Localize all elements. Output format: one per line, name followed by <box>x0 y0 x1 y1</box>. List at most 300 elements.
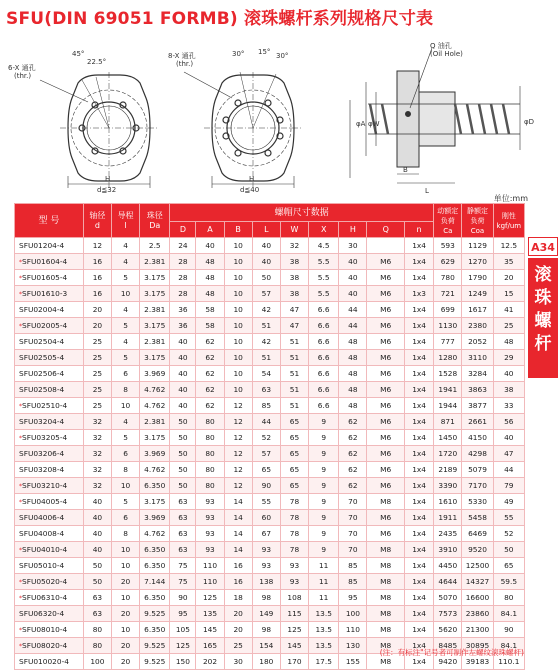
header-H: H <box>339 222 367 238</box>
model-cell <box>15 638 84 654</box>
cell-D: 40 <box>170 334 196 350</box>
cell-l: 20 <box>111 654 139 670</box>
cell-D: 90 <box>170 590 196 606</box>
model-cell <box>15 398 84 414</box>
spec-table <box>14 203 525 670</box>
cell-da: 9.525 <box>140 654 170 670</box>
cell-Q: M8 <box>367 558 405 574</box>
cell-coa: 1129 <box>462 238 493 254</box>
left-h-label: H <box>105 175 111 183</box>
middle-h-label: H <box>249 175 255 183</box>
cell-n: 1x4 <box>404 638 433 654</box>
cell-D: 28 <box>170 286 196 302</box>
cell-k: 52 <box>493 526 524 542</box>
cell-A: 93 <box>196 526 224 542</box>
cell-coa: 4298 <box>462 446 493 462</box>
cell-da: 4.762 <box>140 462 170 478</box>
page-title: SFU(DIN 69051 FORMB) 滚珠螺杆系列规格尺寸表 <box>6 9 434 29</box>
cell-A: 145 <box>196 622 224 638</box>
page-code-tab: A34 <box>528 237 558 256</box>
table-row <box>15 398 525 414</box>
cell-d: 50 <box>83 558 111 574</box>
cell-X: 9 <box>309 414 339 430</box>
cell-n: 1x4 <box>404 366 433 382</box>
cell-W: 78 <box>280 526 308 542</box>
cell-Q: M6 <box>367 254 405 270</box>
cell-L: 40 <box>252 254 280 270</box>
cell-n: 1x4 <box>404 526 433 542</box>
right-l-label: L <box>425 187 429 195</box>
cell-k: 65 <box>493 558 524 574</box>
cell-D: 24 <box>170 238 196 254</box>
cell-A: 48 <box>196 254 224 270</box>
model-name: SFU02504-4 <box>19 337 65 346</box>
cell-Q: M8 <box>367 638 405 654</box>
model-cell <box>15 286 84 302</box>
cell-da: 3.969 <box>140 446 170 462</box>
header-W: W <box>280 222 308 238</box>
cell-k: 55 <box>493 510 524 526</box>
cell-d: 16 <box>83 270 111 286</box>
cell-D: 50 <box>170 430 196 446</box>
cell-D: 50 <box>170 414 196 430</box>
cell-A: 80 <box>196 446 224 462</box>
cell-n: 1x4 <box>404 542 433 558</box>
cell-H: 70 <box>339 494 367 510</box>
middle-angle-30b: 30° <box>276 52 289 60</box>
cell-n: 1x4 <box>404 302 433 318</box>
cell-d: 25 <box>83 382 111 398</box>
model-name: SFU01604-4 <box>22 257 68 266</box>
model-name: SFU05020-4 <box>22 577 68 586</box>
model-cell <box>15 558 84 574</box>
cell-k: 80 <box>493 590 524 606</box>
header-shaft: 轴径 d <box>83 204 111 238</box>
cell-X: 9 <box>309 462 339 478</box>
model-cell <box>15 254 84 270</box>
cell-l: 20 <box>111 574 139 590</box>
cell-D: 40 <box>170 350 196 366</box>
cell-W: 65 <box>280 430 308 446</box>
cell-L: 93 <box>252 558 280 574</box>
cell-H: 62 <box>339 446 367 462</box>
cell-n: 1x4 <box>404 510 433 526</box>
cell-ca: 1610 <box>434 494 462 510</box>
model-name: SFU02505-4 <box>19 353 65 362</box>
middle-hole-label-thr: (thr.) <box>176 60 194 68</box>
header-lead: 导程 l <box>111 204 139 238</box>
model-cell <box>15 654 84 670</box>
cell-k: 90 <box>493 622 524 638</box>
cell-D: 36 <box>170 302 196 318</box>
cell-n: 1x4 <box>404 238 433 254</box>
oil-hole-label-en: (Oil Hole) <box>430 50 463 58</box>
cell-coa: 5330 <box>462 494 493 510</box>
model-name: SFU02506-4 <box>19 369 65 378</box>
cell-L: 65 <box>252 462 280 478</box>
left-thread-mark-icon: * <box>19 627 22 634</box>
cell-ca: 871 <box>434 414 462 430</box>
cell-n: 1x4 <box>404 622 433 638</box>
cell-coa: 6469 <box>462 526 493 542</box>
cell-B: 30 <box>224 654 252 670</box>
model-cell <box>15 334 84 350</box>
cell-d: 32 <box>83 446 111 462</box>
cell-l: 4 <box>111 238 139 254</box>
cell-L: 154 <box>252 638 280 654</box>
cell-L: 57 <box>252 286 280 302</box>
cell-H: 62 <box>339 462 367 478</box>
right-w-label: φW <box>368 120 380 128</box>
header-dynamic-load: 动额定 负荷 Ca <box>434 204 462 238</box>
cell-d: 32 <box>83 414 111 430</box>
cell-k: 56 <box>493 414 524 430</box>
cell-da: 4.762 <box>140 398 170 414</box>
cell-W: 51 <box>280 366 308 382</box>
cell-n: 1x3 <box>404 286 433 302</box>
cell-d: 32 <box>83 462 111 478</box>
cell-da: 6.350 <box>140 478 170 494</box>
right-dia-label: φD <box>524 118 535 126</box>
cell-L: 98 <box>252 622 280 638</box>
cell-k: 110.1 <box>493 654 524 670</box>
table-row <box>15 334 525 350</box>
cell-L: 63 <box>252 382 280 398</box>
cell-W: 125 <box>280 622 308 638</box>
cell-n: 1x4 <box>404 334 433 350</box>
cell-n: 1x4 <box>404 462 433 478</box>
cell-l: 4 <box>111 302 139 318</box>
cell-D: 28 <box>170 254 196 270</box>
cell-L: 67 <box>252 526 280 542</box>
left-hole-label-thr: (thr.) <box>14 72 32 80</box>
model-cell <box>15 238 84 254</box>
cell-k: 48 <box>493 334 524 350</box>
cell-W: 145 <box>280 638 308 654</box>
middle-angle-30a: 30° <box>232 50 245 58</box>
table-row <box>15 318 525 334</box>
cell-k: 15 <box>493 286 524 302</box>
cell-n: 1x4 <box>404 478 433 494</box>
cell-k: 84.1 <box>493 606 524 622</box>
cell-coa: 14327 <box>462 574 493 590</box>
model-cell <box>15 318 84 334</box>
model-name: SFU03206-4 <box>19 449 65 458</box>
cell-d: 50 <box>83 574 111 590</box>
middle-hole-label: 8-X 通孔 <box>168 52 196 60</box>
cell-ca: 2189 <box>434 462 462 478</box>
cell-L: 50 <box>252 270 280 286</box>
cell-Q: M8 <box>367 494 405 510</box>
cell-B: 25 <box>224 638 252 654</box>
flange-drawing-8-hole <box>184 72 302 188</box>
header-B: B <box>224 222 252 238</box>
table-row <box>15 590 525 606</box>
cell-Q: M8 <box>367 574 405 590</box>
cell-coa: 7170 <box>462 478 493 494</box>
cell-W: 47 <box>280 302 308 318</box>
cell-W: 65 <box>280 446 308 462</box>
cell-ca: 3390 <box>434 478 462 494</box>
cell-da: 9.525 <box>140 638 170 654</box>
cell-coa: 1249 <box>462 286 493 302</box>
cell-W: 93 <box>280 574 308 590</box>
model-cell <box>15 462 84 478</box>
cell-da: 2.381 <box>140 334 170 350</box>
cell-L: 51 <box>252 318 280 334</box>
cell-B: 16 <box>224 574 252 590</box>
cell-H: 85 <box>339 558 367 574</box>
cell-H: 44 <box>339 302 367 318</box>
cell-ca: 629 <box>434 254 462 270</box>
cell-k: 12.5 <box>493 238 524 254</box>
cell-d: 32 <box>83 430 111 446</box>
model-name: SFU02508-4 <box>19 385 65 394</box>
cell-B: 20 <box>224 606 252 622</box>
cell-W: 78 <box>280 494 308 510</box>
cell-da: 3.969 <box>140 366 170 382</box>
cell-n: 1x4 <box>404 398 433 414</box>
cell-Q: M6 <box>367 382 405 398</box>
cell-A: 48 <box>196 286 224 302</box>
model-cell <box>15 446 84 462</box>
cell-X: 9 <box>309 478 339 494</box>
cell-B: 10 <box>224 318 252 334</box>
left-angle-45: 45° <box>72 50 85 58</box>
cell-da: 3.175 <box>140 318 170 334</box>
cell-k: 47 <box>493 446 524 462</box>
cell-D: 150 <box>170 654 196 670</box>
cell-k: 50 <box>493 542 524 558</box>
cell-X: 6.6 <box>309 318 339 334</box>
cell-l: 20 <box>111 606 139 622</box>
cell-A: 202 <box>196 654 224 670</box>
cell-W: 170 <box>280 654 308 670</box>
cell-D: 28 <box>170 270 196 286</box>
cell-A: 40 <box>196 238 224 254</box>
cell-n: 1x4 <box>404 574 433 590</box>
model-cell <box>15 302 84 318</box>
model-cell <box>15 366 84 382</box>
cell-Q: M6 <box>367 510 405 526</box>
model-name: SFU08010-4 <box>22 625 68 634</box>
cell-H: 62 <box>339 478 367 494</box>
cell-Q: M6 <box>367 366 405 382</box>
cell-H: 30 <box>339 238 367 254</box>
cell-d: 16 <box>83 286 111 302</box>
table-row <box>15 270 525 286</box>
cell-k: 40 <box>493 366 524 382</box>
cell-k: 20 <box>493 270 524 286</box>
cell-X: 5.5 <box>309 254 339 270</box>
cell-Q: M8 <box>367 654 405 670</box>
cell-ca: 777 <box>434 334 462 350</box>
model-name: SFU06310-4 <box>22 593 68 602</box>
table-row <box>15 382 525 398</box>
cell-da: 4.762 <box>140 382 170 398</box>
middle-d-label: d≦40 <box>240 186 260 194</box>
cell-l: 5 <box>111 494 139 510</box>
cell-ca: 4450 <box>434 558 462 574</box>
cell-l: 5 <box>111 318 139 334</box>
cell-n: 1x4 <box>404 590 433 606</box>
cell-H: 62 <box>339 414 367 430</box>
table-row <box>15 574 525 590</box>
cell-coa: 1617 <box>462 302 493 318</box>
cell-Q: M6 <box>367 302 405 318</box>
cell-d: 40 <box>83 542 111 558</box>
cell-H: 95 <box>339 590 367 606</box>
cell-D: 40 <box>170 366 196 382</box>
cell-da: 2.381 <box>140 302 170 318</box>
cell-W: 108 <box>280 590 308 606</box>
side-view-drawing <box>350 48 520 183</box>
cell-A: 125 <box>196 590 224 606</box>
table-row <box>15 622 525 638</box>
cell-ca: 3910 <box>434 542 462 558</box>
cell-l: 10 <box>111 590 139 606</box>
footnote: (注：有标注"记号者可制作左螺纹滚珠螺杆) <box>379 648 524 657</box>
cell-B: 10 <box>224 334 252 350</box>
cell-D: 63 <box>170 494 196 510</box>
model-cell <box>15 526 84 542</box>
cell-B: 14 <box>224 542 252 558</box>
cell-d: 20 <box>83 302 111 318</box>
technical-drawings <box>0 28 558 198</box>
cell-D: 50 <box>170 446 196 462</box>
cell-l: 4 <box>111 254 139 270</box>
left-thread-mark-icon: * <box>19 595 22 602</box>
cell-n: 1x4 <box>404 606 433 622</box>
cell-X: 11 <box>309 558 339 574</box>
cell-da: 3.969 <box>140 510 170 526</box>
oil-hole-label: Q 油孔 <box>430 42 452 50</box>
cell-L: 60 <box>252 510 280 526</box>
cell-l: 20 <box>111 638 139 654</box>
model-cell <box>15 606 84 622</box>
cell-D: 75 <box>170 558 196 574</box>
model-name: SFU03204-4 <box>19 417 65 426</box>
cell-X: 9 <box>309 526 339 542</box>
cell-B: 10 <box>224 238 252 254</box>
cell-W: 32 <box>280 238 308 254</box>
table-row <box>15 302 525 318</box>
cell-X: 13.5 <box>309 606 339 622</box>
cell-W: 51 <box>280 350 308 366</box>
model-cell <box>15 542 84 558</box>
model-name: SFU06320-4 <box>19 609 65 618</box>
cell-Q: M6 <box>367 462 405 478</box>
cell-Q: M6 <box>367 446 405 462</box>
cell-n: 1x4 <box>404 654 433 670</box>
cell-ca: 1941 <box>434 382 462 398</box>
header-D: D <box>170 222 196 238</box>
cell-ca: 1450 <box>434 430 462 446</box>
cell-X: 6.6 <box>309 302 339 318</box>
model-name: SFU02005-4 <box>22 321 68 330</box>
cell-D: 36 <box>170 318 196 334</box>
cell-D: 125 <box>170 638 196 654</box>
cell-X: 13.5 <box>309 638 339 654</box>
cell-X: 6.6 <box>309 366 339 382</box>
cell-Q: M6 <box>367 286 405 302</box>
model-cell <box>15 574 84 590</box>
header-model: 型 号 <box>15 204 84 238</box>
model-name: SFU04010-4 <box>22 545 68 554</box>
cell-Q: M6 <box>367 526 405 542</box>
cell-d: 63 <box>83 590 111 606</box>
cell-D: 40 <box>170 398 196 414</box>
left-thread-mark-icon: * <box>19 291 22 298</box>
table-row <box>15 606 525 622</box>
cell-da: 6.350 <box>140 622 170 638</box>
cell-X: 17.5 <box>309 654 339 670</box>
cell-d: 25 <box>83 350 111 366</box>
cell-da: 3.175 <box>140 270 170 286</box>
table-row <box>15 526 525 542</box>
cell-l: 8 <box>111 526 139 542</box>
cell-D: 95 <box>170 606 196 622</box>
cell-k: 25 <box>493 318 524 334</box>
cell-D: 63 <box>170 526 196 542</box>
cell-A: 62 <box>196 382 224 398</box>
cell-k: 49 <box>493 494 524 510</box>
header-Q: Q <box>367 222 405 238</box>
cell-B: 14 <box>224 526 252 542</box>
cell-ca: 1528 <box>434 366 462 382</box>
cell-ca: 1720 <box>434 446 462 462</box>
cell-da: 9.525 <box>140 606 170 622</box>
table-row <box>15 494 525 510</box>
left-thread-mark-icon: * <box>19 643 22 650</box>
cell-D: 75 <box>170 574 196 590</box>
model-name: SFU03205-4 <box>22 433 68 442</box>
cell-l: 4 <box>111 414 139 430</box>
cell-W: 51 <box>280 398 308 414</box>
cell-coa: 9520 <box>462 542 493 558</box>
model-name: SFU01204-4 <box>19 241 65 250</box>
model-name: SFU05010-4 <box>19 561 65 570</box>
cell-d: 80 <box>83 638 111 654</box>
cell-l: 10 <box>111 558 139 574</box>
left-thread-mark-icon: * <box>19 259 22 266</box>
cell-coa: 30895 <box>462 638 493 654</box>
cell-n: 1x4 <box>404 558 433 574</box>
cell-d: 40 <box>83 494 111 510</box>
cell-W: 93 <box>280 558 308 574</box>
cell-coa: 39183 <box>462 654 493 670</box>
cell-n: 1x4 <box>404 446 433 462</box>
cell-n: 1x4 <box>404 494 433 510</box>
model-cell <box>15 350 84 366</box>
cell-H: 48 <box>339 382 367 398</box>
cell-da: 4.762 <box>140 526 170 542</box>
cell-d: 80 <box>83 622 111 638</box>
cell-B: 16 <box>224 558 252 574</box>
cell-n: 1x4 <box>404 318 433 334</box>
cell-coa: 12500 <box>462 558 493 574</box>
cell-H: 48 <box>339 334 367 350</box>
cell-ca: 780 <box>434 270 462 286</box>
cell-coa: 3284 <box>462 366 493 382</box>
cell-ca: 1130 <box>434 318 462 334</box>
cell-H: 155 <box>339 654 367 670</box>
table-row <box>15 430 525 446</box>
cell-coa: 2052 <box>462 334 493 350</box>
model-name: SFU010020-4 <box>19 657 69 666</box>
cell-A: 93 <box>196 510 224 526</box>
cell-B: 18 <box>224 590 252 606</box>
